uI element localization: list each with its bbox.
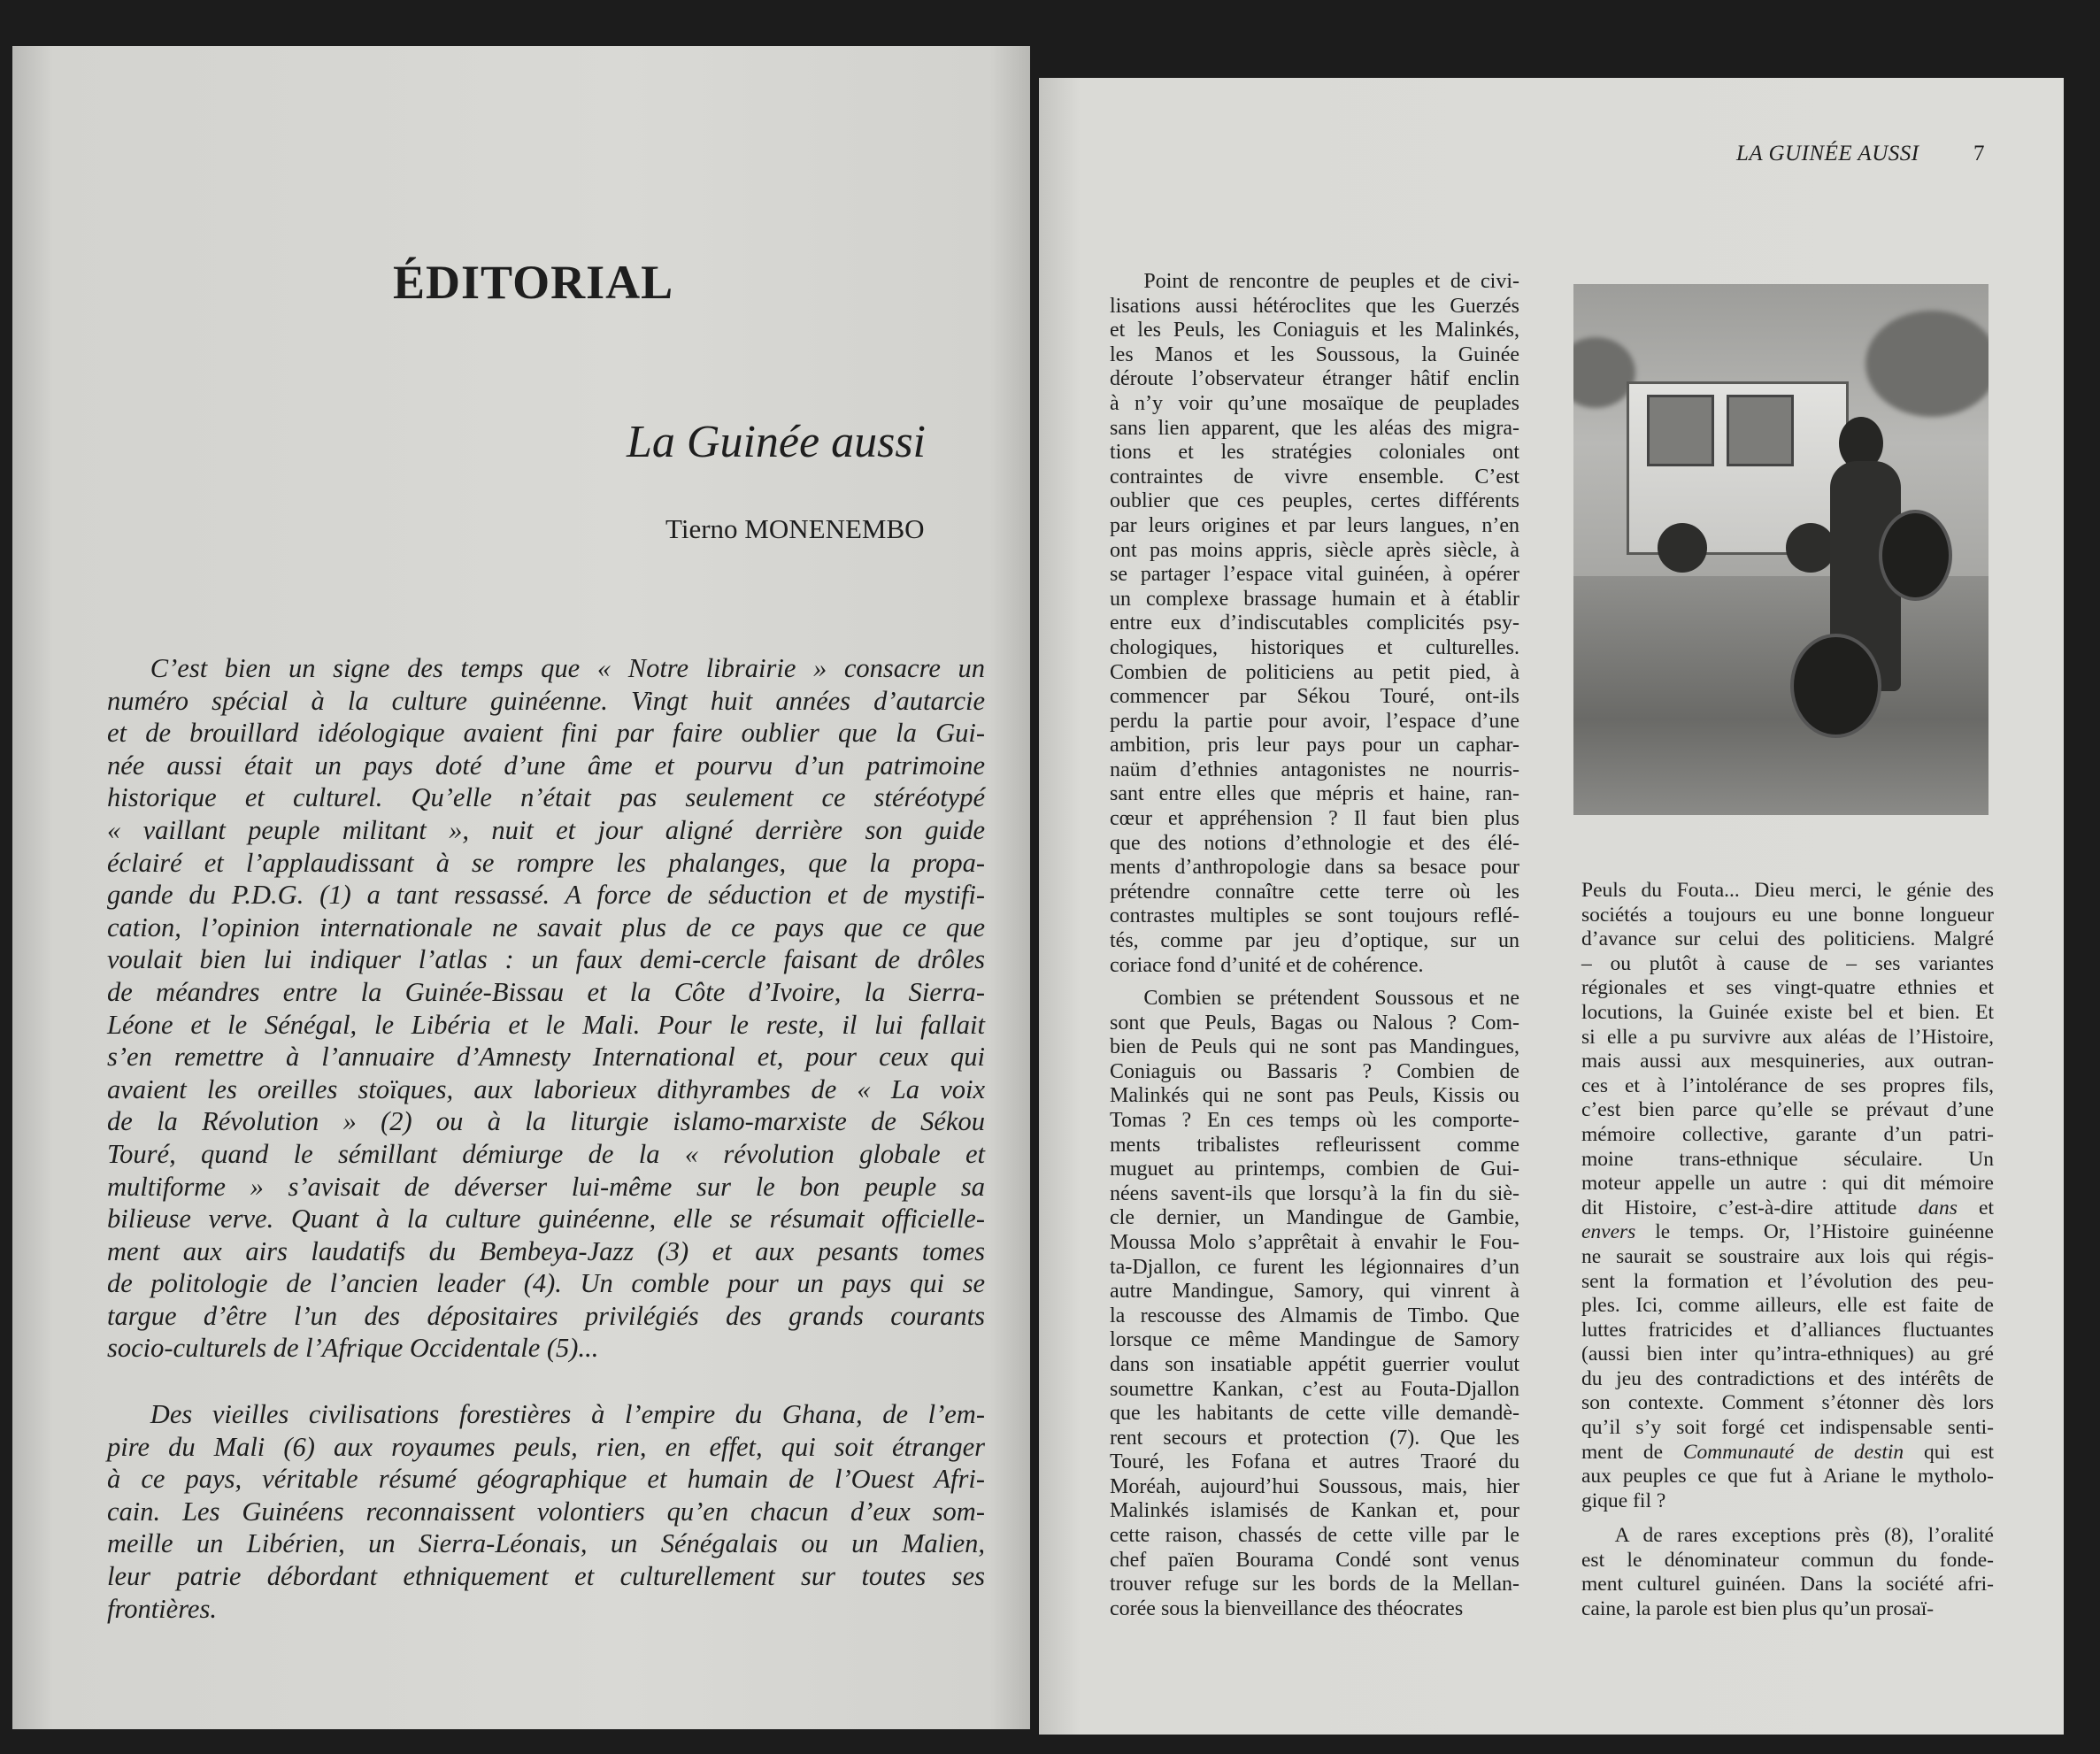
text-line: Léone et le Sénégal, le Libéria et le Mali. Pour le reste, il lui fallait	[107, 1009, 985, 1040]
body-paragraph	[1110, 987, 1519, 1621]
text-line	[1581, 1220, 1994, 1245]
text-line: cation, l’opinion internationale ne savait plus de ce pays que ce que	[107, 912, 985, 942]
text-line: Malinkés islamisés de Kankan et, pour	[1110, 1499, 1519, 1523]
text-line: bilieuse verve. Quant à la culture guinéenne, elle se résumait officielle-	[107, 1204, 985, 1235]
text-line: frontières.	[107, 1593, 217, 1624]
text-line: que les habitants de cette ville demandè-	[1110, 1402, 1519, 1426]
text-line: par leurs origines et par leurs langues, n’en	[1110, 513, 1519, 537]
text-line: la rescousse des Almamis de Timbo. Que	[1110, 1304, 1519, 1327]
text-line: muguet au printemps, combien de Gui-	[1110, 1158, 1519, 1181]
text-line: contraintes de vivre ensemble. C’est	[1110, 465, 1519, 489]
drum-shape	[1879, 510, 1952, 601]
text-line: autre Mandingue, Samory, qui vinrent à	[1110, 1280, 1519, 1304]
text-line: commencer par Sékou Touré, ont-ils	[1110, 685, 1519, 709]
italic-text: envers	[1581, 1220, 1636, 1244]
text-line: tions et les stratégies coloniales ont	[1110, 441, 1519, 465]
text-line: ne saurait se soustraire aux lois qui régis-	[1581, 1244, 1994, 1268]
text-line: moine trans-ethnique séculaire. Un	[1581, 1147, 1994, 1171]
text-line: ments d’anthropologie dans sa besace pour	[1110, 856, 1519, 880]
text-line: qu’il s’y soit forgé cet indispensable senti-	[1581, 1416, 1994, 1440]
text-line: Combien de politiciens au petit pied, à	[1110, 660, 1519, 684]
text-line: coriace fond d’unité et de cohérence.	[1110, 953, 1424, 977]
text-line: multiforme » s’avisait de déverser lui-même sur le bon peuple sa	[107, 1171, 985, 1202]
text-line: locutions, la Guinée existe bel et bien. Et	[1581, 1000, 1994, 1024]
text-line: (aussi bien inter qu’intra-ethniques) au gré	[1581, 1342, 1994, 1366]
text-line: que des notions d’ethnologie et des élé-	[1110, 831, 1519, 855]
text-line: A de rares exceptions près (8), l’oralité	[1614, 1524, 1994, 1547]
body-paragraph	[1581, 1524, 1994, 1621]
text-line: de la Révolution » (2) ou à la liturgie islamo-marxiste de Sékou	[107, 1106, 985, 1137]
text-line: sant entre elles que mépris et haine, ran-	[1110, 782, 1519, 806]
text-line: Peuls du Fouta... Dieu merci, le génie des	[1581, 879, 1994, 902]
text-segment: et	[1957, 1196, 1994, 1219]
text-line: C’est bien un signe des temps que « Notre librairie » consacre un	[150, 653, 985, 683]
text-line: à ce pays, véritable résumé géographique et humain de l’Ouest Afri-	[107, 1464, 985, 1495]
article-title: La Guinée aussi	[627, 417, 926, 467]
text-line: Moréah, aujourd’hui Soussous, mais, hier	[1110, 1474, 1519, 1498]
text-line: chef païen Bourama Condé sont venus	[1110, 1548, 1519, 1572]
text-line: Des vieilles civilisations forestières à l’empire du Ghana, de l’em-	[150, 1399, 985, 1429]
text-line: née aussi était un pays doté d’une âme et pourvu d’un patrimoine	[107, 750, 985, 781]
text-line: bien de Peuls qui ne sont pas Mandingues,	[1110, 1035, 1519, 1059]
text-line: à n’y voir qu’une mosaïque de peuplades	[1110, 391, 1519, 415]
text-line: meille un Libérien, un Sierra-Léonais, un Sénégalais ou un Malien,	[107, 1528, 985, 1559]
text-line: aux peuples ce que fut à Ariane le mytholo-	[1581, 1465, 1994, 1489]
text-line: – ou plutôt à cause de – ses variantes	[1581, 951, 1994, 975]
text-line: ont pas moins appris, siècle après siècle, à	[1110, 538, 1519, 562]
italic-text: dans	[1918, 1196, 1958, 1219]
text-line: et les Peuls, les Coniaguis et les Malinkés,	[1110, 319, 1519, 342]
text-line: les Manos et les Soussous, la Guinée	[1110, 342, 1519, 366]
text-line: Touré, quand le sémillant démiurge de la « révolution globale et	[107, 1138, 985, 1169]
text-line: Malinkés qui ne sont pas Peuls, Kissis ou	[1110, 1084, 1519, 1108]
text-line: Tomas ? En ces temps où les comporte-	[1110, 1108, 1519, 1132]
text-line: de politologie de l’ancien leader (4). Un comble pour un pays qui se	[107, 1268, 985, 1299]
text-line: avaient les oreilles stoïques, aux laborieux dithyrambes de « La voix	[107, 1073, 985, 1104]
text-segment: le temps. Or, l’Histoire guinéenne	[1635, 1220, 1994, 1244]
text-line: lorsque ce même Mandingue de Samory	[1110, 1328, 1519, 1352]
text-line: pire du Mali (6) aux royaumes peuls, rien, en effet, qui soit étranger	[107, 1431, 985, 1462]
text-line: naüm d’ethnies antagonistes ne nourris-	[1110, 758, 1519, 781]
text-line: ments tribalistes refleurissent comme	[1110, 1133, 1519, 1157]
text-line: cette raison, chassés de cette ville par le	[1110, 1524, 1519, 1548]
text-line: chologiques, historiques et culturelles.	[1110, 635, 1519, 659]
text-line: gande du P.D.G. (1) a tant ressassé. A force de séduction et de mystifi-	[107, 880, 985, 911]
text-line: trouver refuge sur les bords de la Mellan-	[1110, 1573, 1519, 1596]
running-head: LA GUINÉE AUSSI	[1736, 142, 1919, 165]
text-line: soumettre Kankan, c’est au Fouta-Djallon	[1110, 1377, 1519, 1401]
page-number: 7	[1973, 142, 1985, 165]
text-line: mémoire collective, garante d’un patri-	[1581, 1122, 1994, 1146]
text-line: lisations aussi hétéroclites que les Guerzés	[1110, 294, 1519, 318]
text-line: Point de rencontre de peuples et de civi-	[1143, 270, 1519, 293]
text-line: cœur et appréhension ? Il faut bien plus	[1110, 807, 1519, 831]
text-line: ment aux airs laudatifs du Bembeya-Jazz (3) et aux pesants tomes	[107, 1235, 985, 1266]
body-paragraph	[1110, 270, 1519, 978]
text-line: rent secours et protection (7). Que les	[1110, 1426, 1519, 1450]
text-line: ta-Djallon, ce furent les légionnaires d’un	[1110, 1255, 1519, 1279]
text-line: numéro spécial à la culture guinéenne. Vingt huit années d’autarcie	[107, 685, 985, 716]
bus-window	[1647, 395, 1714, 466]
text-line: historique et culturel. Qu’elle n’était pas seulement ce stéréotypé	[107, 782, 985, 813]
text-line: sent la formation et l’évolution des peu-	[1581, 1269, 1994, 1293]
bus-wheel	[1658, 523, 1707, 573]
text-line: se partager l’espace vital guinéen, à opérer	[1110, 563, 1519, 587]
text-line: néens savent-ils que lorsqu’à la fin du siè-	[1110, 1181, 1519, 1205]
text-line: ples. Ici, comme ailleurs, elle est faite de	[1581, 1294, 1994, 1318]
text-line: éclairé et l’applaudissant à se rompre les phalanges, que la propa-	[107, 847, 985, 878]
text-line: Touré, les Fofana et autres Traoré du	[1110, 1450, 1519, 1474]
text-line: et de brouillard idéologique avaient fini par faire oublier que la Gui-	[107, 718, 985, 749]
bus-window	[1727, 395, 1794, 466]
text-line: si elle a pu survivre aux aléas de l’Histoire,	[1581, 1025, 1994, 1049]
text-line	[1581, 1196, 1994, 1221]
text-line: du jeu des contradictions et des intérêts de	[1581, 1366, 1994, 1390]
text-line: targue d’être l’un des dépositaires privilégiés des grands courants	[107, 1300, 985, 1331]
text-line: d’avance sur celui des politiciens. Malgré	[1581, 927, 1994, 951]
drum-shape	[1790, 634, 1881, 738]
text-segment: dit Histoire, c’est-à-dire attitude	[1581, 1196, 1919, 1219]
text-line: de méandres entre la Guinée-Bissau et la Côte d’Ivoire, la Sierra-	[107, 976, 985, 1007]
photo-boy-with-drums-by-bus	[1573, 284, 1988, 815]
text-line: prétendre connaître cette terre où les	[1110, 880, 1519, 904]
text-line: ambition, pris leur pays pour un caphar-	[1110, 734, 1519, 758]
text-line: mais aussi aux mesquineries, aux outran-	[1581, 1050, 1994, 1073]
text-line: s’en remettre à l’annuaire d’Amnesty International et, pour ceux qui	[107, 1042, 985, 1073]
text-line: luttes fratricides et d’alliances fluctuantes	[1581, 1318, 1994, 1342]
text-line: socio-culturels de l’Afrique Occidentale (5)...	[107, 1333, 599, 1364]
text-line: son contexte. Comment s’étonner dès lors	[1581, 1391, 1994, 1415]
text-line: caine, la parole est bien plus qu’un prosaï-	[1581, 1596, 1935, 1620]
text-line: voulait bien lui indiquer l’atlas : un faux demi-cercle faisant de drôles	[107, 944, 985, 975]
road-shape	[1573, 576, 1988, 815]
text-line: régionales et ses vingt-quatre ethnies et	[1581, 976, 1994, 1000]
text-line: tés, comme par jeu d’optique, sur un	[1110, 929, 1519, 953]
text-line: ces et à l’intolérance de ses propres fils,	[1581, 1073, 1994, 1097]
article-author: Tierno MONENEMBO	[665, 513, 925, 544]
text-line: un complexe brassage humain et à établir	[1110, 587, 1519, 611]
text-line: corée sous la bienveillance des théocrates	[1110, 1596, 1464, 1620]
text-line: dans son insatiable appétit guerrier voulut	[1110, 1352, 1519, 1376]
bus-wheel	[1786, 523, 1835, 573]
editorial-paragraph	[107, 652, 985, 1365]
text-segment: ment de	[1581, 1440, 1683, 1464]
text-line: Combien se prétendent Soussous et ne	[1143, 987, 1519, 1010]
section-heading: ÉDITORIAL	[393, 256, 674, 309]
italic-text: Communauté de destin	[1682, 1440, 1904, 1464]
text-line: perdu la partie pour avoir, l’espace d’une	[1110, 709, 1519, 733]
text-line: c’est bien parce qu’elle se prévaut d’une	[1581, 1098, 1994, 1122]
body-paragraph	[1581, 879, 1994, 1513]
text-line: moteur appelle un autre : qui dit mémoire	[1581, 1172, 1994, 1196]
text-line: contrastes multiples se sont toujours reflé-	[1110, 904, 1519, 928]
text-line: gique fil ?	[1581, 1489, 1666, 1512]
text-line: sans lien apparent, que les aléas des migra-	[1110, 416, 1519, 440]
text-line: sont que Peuls, Bagas ou Nalous ? Com-	[1110, 1011, 1519, 1035]
text-line: leur patrie débordant ethniquement et culturellement sur toutes ses	[107, 1560, 985, 1591]
text-line: déroute l’observateur étranger hâtif enclin	[1110, 367, 1519, 391]
text-line: entre eux d’indiscutables complicités psy-	[1110, 612, 1519, 635]
text-line: ment culturel guinéen. Dans la société afri-	[1581, 1573, 1994, 1596]
text-line: « vaillant peuple militant », nuit et jour aligné derrière son guide	[107, 814, 985, 845]
text-line: sociétés a toujours eu une bonne longueur	[1581, 903, 1994, 927]
text-line: Moussa Molo s’apprêtait à envahir le Fou-	[1110, 1230, 1519, 1254]
text-line: cle dernier, un Mandingue de Gambie,	[1110, 1206, 1519, 1230]
text-line	[1581, 1441, 1994, 1466]
tree-shape	[1865, 311, 1988, 417]
text-line: oublier que ces peuples, certes différents	[1110, 489, 1519, 513]
text-line: est le dénominateur commun du fonde-	[1581, 1548, 1994, 1572]
text-line: cain. Les Guinéens reconnaissent volontiers qu’en chacun d’eux som-	[107, 1496, 985, 1527]
editorial-paragraph	[107, 1398, 985, 1625]
text-line: Coniaguis ou Bassaris ? Combien de	[1110, 1059, 1519, 1083]
text-segment: qui est	[1904, 1440, 1995, 1464]
